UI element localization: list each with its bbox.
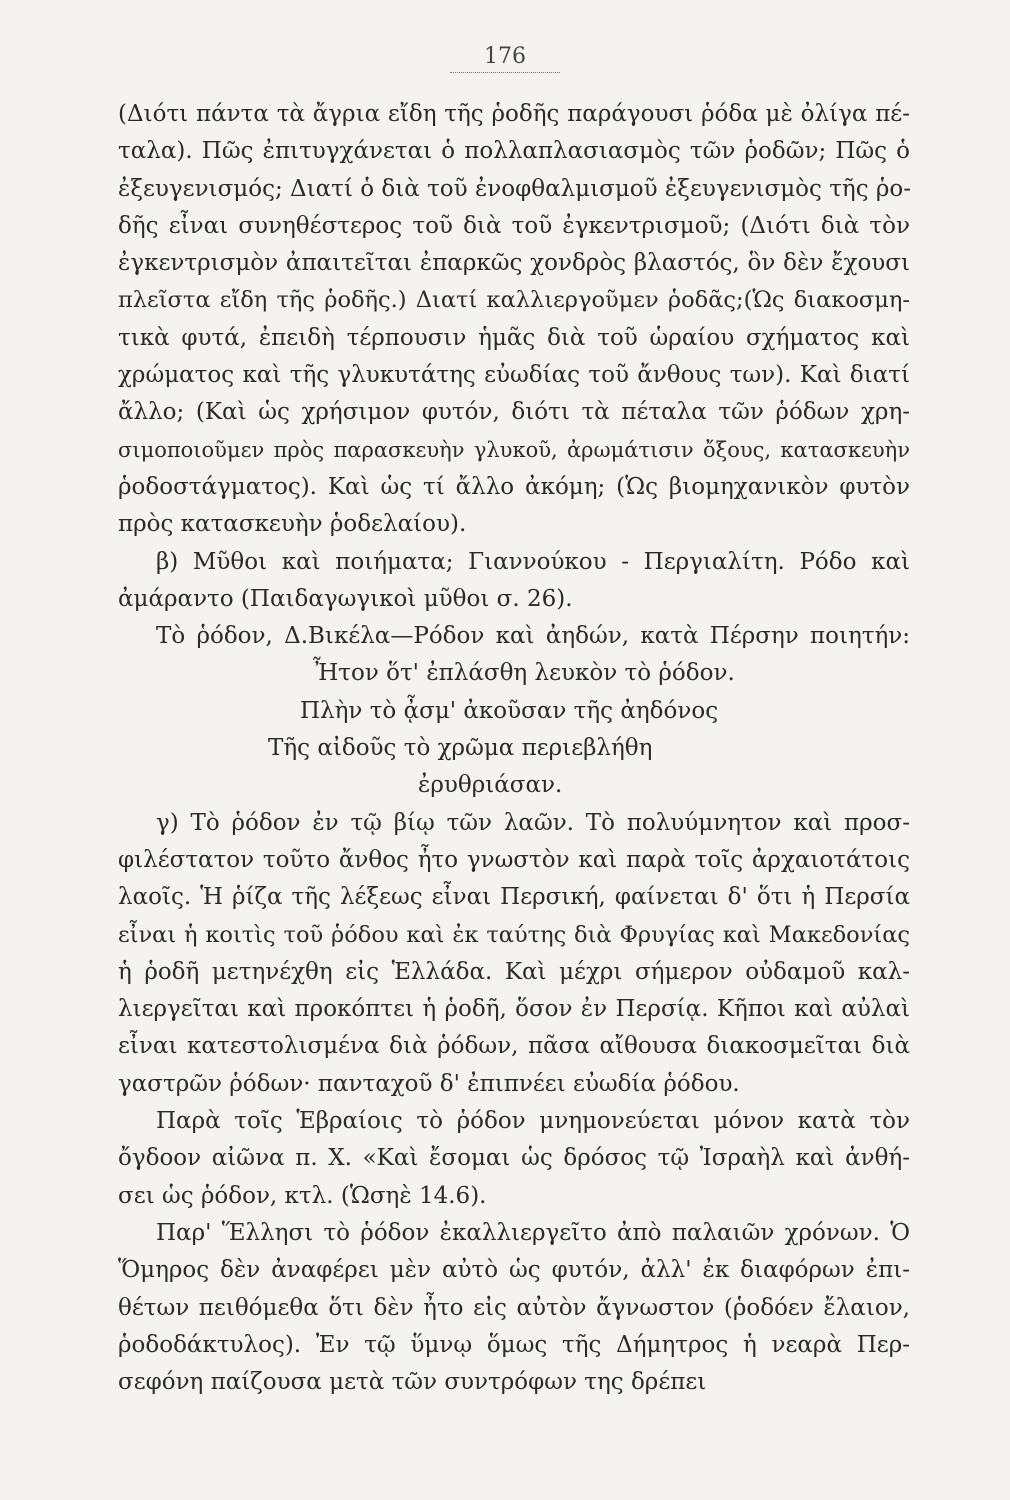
text-line: τικὰ φυτά, ἐπειδὴ τέρπουσιν ἡμᾶς διὰ τοῦ ὡραίου σχήματος καὶ [118, 324, 910, 351]
text-line: πλεῖστα εἴδη τῆς ῥοδῆς.) Διατί καλλιεργοῦμεν ῥοδᾶς;(Ὡς διακοσμη- [118, 287, 910, 314]
page-number: 176 [450, 44, 560, 73]
text-line: λιεργεῖται καὶ προκόπτει ἡ ῥοδῆ, ὅσον ἐν Περσίᾳ. Κῆποι καὶ αὐλαὶ [118, 996, 910, 1023]
text-line: σιμοποιοῦμεν πρὸς παρασκευὴν γλυκοῦ, ἀρωμάτισιν ὄξους, κατασκευὴν [118, 437, 910, 462]
text-line: εἶναι κατεστολισμένα διὰ ῥόδων, πᾶσα αἴθουσα διακοσμεῖται διὰ [118, 1033, 910, 1060]
body-text [118, 96, 910, 1401]
text-line: εἶναι ἡ κοιτὶς τοῦ ῥόδου καὶ ἐκ ταύτης διὰ Φρυγίας καὶ Μακεδονίας [118, 921, 910, 948]
text-line: σει ὡς ῥόδον, κτλ. (Ὡσηὲ 14.6). [118, 1182, 487, 1209]
text-line: ἐξευγενισμός; Διατί ὁ διὰ τοῦ ἐνοφθαλμισμοῦ ἐξευγενισμὸς τῆς ῥο- [118, 175, 912, 202]
text-line: γ) Τὸ ῥόδον ἐν τῷ βίῳ τῶν λαῶν. Τὸ πολυύμνητον καὶ προσ- [156, 809, 910, 836]
text-line: γαστρῶν ῥόδων· πανταχοῦ δ' ἐπιπνέει εὐωδία ῥόδου. [118, 1070, 740, 1097]
text-line: ἐγκεντρισμὸν ἀπαιτεῖται ἐπαρκῶς χονδρὸς βλαστός, ὃν δὲν ἔχουσι [118, 250, 910, 277]
text-line: ἄλλο; (Καὶ ὡς χρήσιμον φυτόν, διότι τὰ πέταλα τῶν ῥόδων χρη- [118, 399, 910, 426]
text-line: ταλα). Πῶς ἐπιτυγχάνεται ὁ πολλαπλασιασμὸς τῶν ῥοδῶν; Πῶς ὁ [118, 138, 910, 165]
text-line: ἀμάραντο (Παιδαγωγικοὶ μῦθοι σ. 26). [118, 585, 573, 612]
text-line: ῥοδοδάκτυλος). Ἐν τῷ ὕμνῳ ὅμως τῆς Δήμητρος ἡ νεαρὰ Περ- [118, 1331, 910, 1358]
text-line: θέτων πειθόμεθα ὅτι δὲν ἦτο εἰς αὐτὸν ἄγνωστον (ῥοδόεν ἔλαιον, [118, 1294, 910, 1321]
text-line: ῥοδοστάγματος). Καὶ ὡς τί ἄλλο ἀκόμη; (Ὡς βιομηχανικὸν φυτὸν [118, 473, 910, 500]
text-line: ἡ ῥοδῆ μετηνέχθη εἰς Ἑλλάδα. Καὶ μέχρι σήμερον οὐδαμοῦ καλ- [118, 958, 910, 985]
text-line: δῆς εἶναι συνηθέστερος τοῦ διὰ τοῦ ἐγκεντρισμοῦ; (Διότι διὰ τὸν [118, 212, 910, 239]
poem-line: Ἦτον ὅτ' ἐπλάσθη λευκὸν τὸ ῥόδον. [313, 660, 735, 687]
text-line: χρώματος καὶ τῆς γλυκυτάτης εὐωδίας τοῦ ἄνθους των). Καὶ διατί [118, 362, 910, 389]
text-line: ὄγδοον αἰῶνα π. Χ. «Καὶ ἔσομαι ὡς δρόσος τῷ Ἰσραὴλ καὶ ἀνθή- [118, 1145, 910, 1172]
poem-line: Πλὴν τὸ ᾆσμ' ἀκοῦσαν τῆς ἀηδόνος [300, 697, 719, 724]
text-line: Τὸ ῥόδον, Δ.Βικέλα—Ρόδον καὶ ἀηδών, κατὰ Πέρσην ποιητήν: [156, 623, 910, 650]
text-line: σεφόνη παίζουσα μετὰ τῶν συντρόφων της δρέπει [118, 1369, 707, 1396]
text-line: πρὸς κατασκευὴν ῥοδελαίου). [118, 511, 467, 538]
text-line: β) Μῦθοι καὶ ποιήματα; Γιαννούκου - Περγιαλίτη. Ρόδο καὶ [156, 548, 910, 575]
text-line: (Διότι πάντα τὰ ἄγρια εἴδη τῆς ῥοδῆς παράγουσι ῥόδα μὲ ὀλίγα πέ- [118, 101, 910, 127]
text-line: Ὅμηρος δὲν ἀναφέρει μὲν αὐτὸ ὡς φυτόν, ἀλλ' ἐκ διαφόρων ἐπι- [118, 1257, 910, 1284]
text-line: Παρὰ τοῖς Ἑβραίοις τὸ ῥόδον μνημονεύεται μόνον κατὰ τὸν [156, 1108, 910, 1135]
poem-line: Τῆς αἰδοῦς τὸ χρῶμα περιεβλήθη [268, 735, 653, 762]
text-line: Παρ' Ἕλλησι τὸ ῥόδον ἐκαλλιεργεῖτο ἀπὸ παλαιῶν χρόνων. Ὁ [156, 1219, 910, 1246]
poem-line: ἐρυθριάσαν. [418, 772, 563, 799]
text-line: φιλέστατον τοῦτο ἄνθος ἦτο γνωστὸν καὶ παρὰ τοῖς ἀρχαιοτάτοις [118, 846, 910, 873]
text-line: λαοῖς. Ἡ ῥίζα τῆς λέξεως εἶναι Περσική, φαίνεται δ' ὅτι ἡ Περσία [118, 884, 910, 911]
